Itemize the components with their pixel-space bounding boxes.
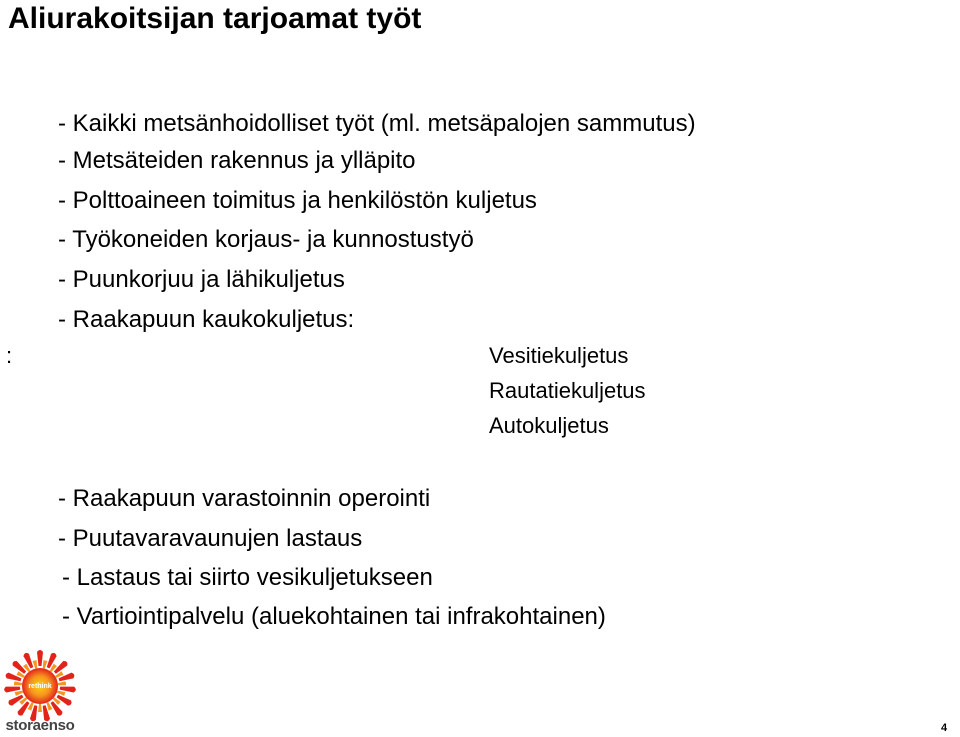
transport-type-item: Autokuljetus — [489, 413, 609, 438]
page-number: 4 — [941, 722, 948, 734]
list-item: - Lastaus tai siirto vesikuljetukseen — [62, 564, 433, 591]
list-item: - Puutavaravaunujen lastaus — [58, 525, 363, 552]
brand-logo-text: storaenso — [5, 717, 75, 734]
transport-type-item: Vesitiekuljetus — [489, 343, 629, 368]
list-item: - Raakapuun kaukokuljetus: — [58, 306, 355, 333]
list-item: - Puunkorjuu ja lähikuljetus — [58, 266, 345, 293]
slide-title: Aliurakoitsijan tarjoamat työt — [8, 2, 422, 35]
logo-tagline: rethink — [28, 683, 52, 690]
list-item: - Metsäteiden rakennus ja ylläpito — [58, 147, 416, 174]
list-item: - Polttoaineen toimitus ja henkilöstön kuljetus — [58, 187, 537, 214]
transport-type-item: Rautatiekuljetus — [489, 378, 646, 403]
list-item: - Vartiointipalvelu (aluekohtainen tai infrakohtainen) — [62, 603, 606, 630]
colon-mark: : — [6, 343, 13, 368]
list-item: - Työkoneiden korjaus- ja kunnostustyö — [58, 226, 474, 253]
list-item: - Kaikki metsänhoidolliset työt (ml. metsäpalojen sammutus) — [58, 110, 696, 137]
list-item: - Raakapuun varastoinnin operointi — [58, 485, 431, 512]
